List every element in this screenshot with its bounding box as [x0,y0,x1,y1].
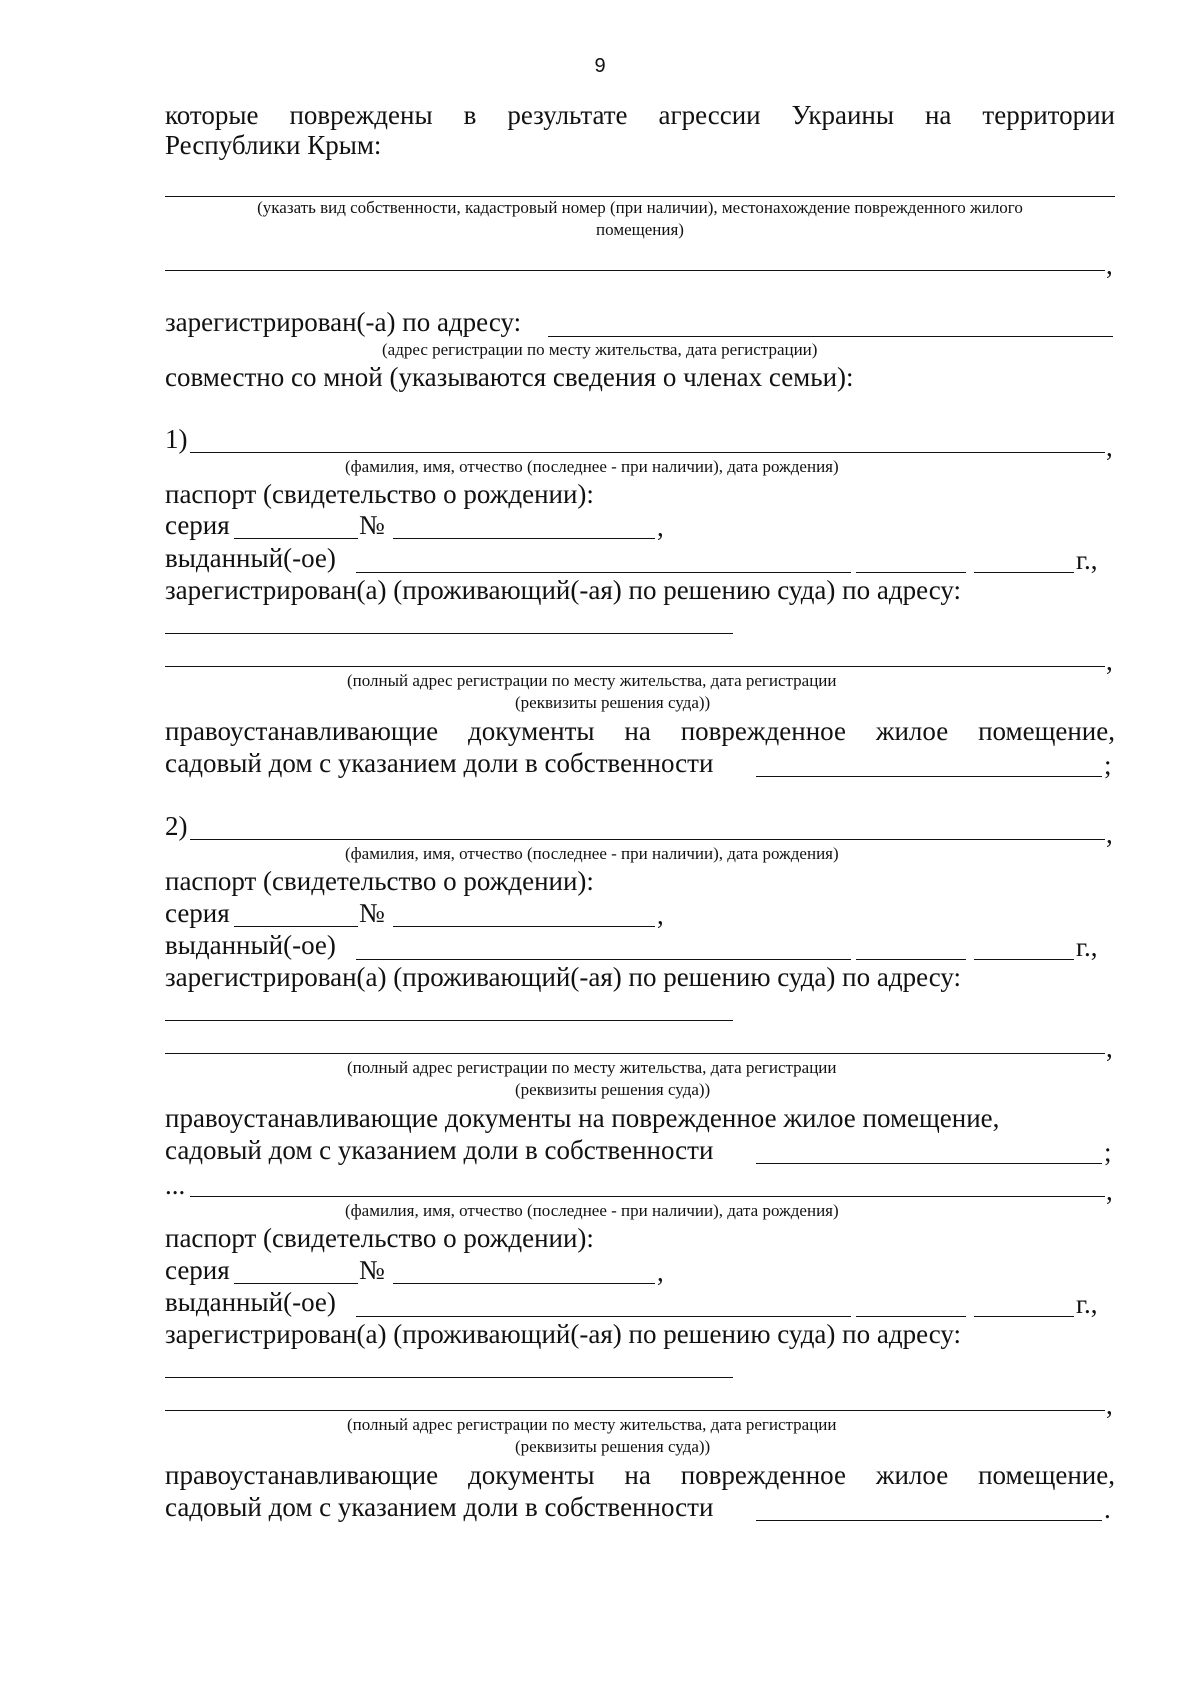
issued-year-field[interactable] [974,572,1074,573]
passport-number-field[interactable] [393,1283,655,1284]
year-suffix: г., [1076,932,1098,962]
issued-by-field[interactable] [356,1316,851,1317]
number-label: № [359,1255,385,1285]
member-address-comma: , [1106,646,1113,676]
docs-share-field[interactable] [756,776,1102,777]
registration-label: зарегистрирован(-а) по адресу: [165,307,522,337]
member-name-comma: , [1106,432,1113,462]
member-name-line[interactable] [190,1196,1105,1197]
address-hint-line-2: (реквизиты решения суда)) [515,1080,711,1099]
series-comma: , [657,900,664,930]
member-name-hint: (фамилия, имя, отчество (последнее - при наличии), дата рождения) [345,1201,839,1220]
docs-share-field[interactable] [756,1520,1102,1521]
address-hint-line-2: (реквизиты решения суда)) [515,693,711,712]
member-number: 1) [165,424,188,454]
member-address-line-2[interactable] [165,1053,1105,1054]
docs-line-1: правоустанавливающие документы на поврежденное жилое помещение, [165,716,1115,746]
property-hint-line-2: помещения) [596,220,684,239]
member-name-line[interactable] [190,452,1105,453]
member-address-line-1[interactable] [165,1020,733,1021]
docs-end-punct: . [1104,1494,1111,1524]
docs-line-2: садовый дом с указанием доли в собственности [165,748,714,778]
docs-line-1: правоустанавливающие документы на поврежденное жилое помещение, [165,1460,1115,1490]
docs-end-punct: ; [1104,1137,1112,1167]
passport-label: паспорт (свидетельство о рождении): [165,866,594,896]
series-comma: , [657,512,664,542]
docs-line-2: садовый дом с указанием доли в собственности [165,1135,714,1165]
member-number: 2) [165,811,188,841]
docs-line-1: правоустанавливающие документы на поврежденное жилое помещение, [165,1103,1000,1133]
issued-year-field[interactable] [974,1316,1074,1317]
docs-share-field[interactable] [756,1163,1102,1164]
issued-label: выданный(-ое) [165,930,336,960]
member-address-line-1[interactable] [165,633,733,634]
intro-line-1: которые повреждены в результате агрессии Украины на территории [165,100,1115,130]
year-suffix: г., [1076,1289,1098,1319]
intro-line-2: Республики Крым: [165,130,382,160]
member-address-line-2[interactable] [165,1410,1105,1411]
series-label: серия [165,898,230,928]
member-name-hint: (фамилия, имя, отчество (последнее - при наличии), дата рождения) [345,844,839,863]
series-label: серия [165,1255,230,1285]
property-line-2[interactable] [165,270,1105,271]
member-address-comma: , [1106,1033,1113,1063]
family-intro: совместно со мной (указываются сведения о членах семьи): [165,362,854,392]
issued-label: выданный(-ое) [165,543,336,573]
issued-by-field[interactable] [356,959,851,960]
issued-by-field[interactable] [356,572,851,573]
issued-date-field[interactable] [856,572,966,573]
passport-number-field[interactable] [393,926,655,927]
member-name-comma: , [1106,1176,1113,1206]
member-number: ... [165,1170,186,1200]
issued-year-field[interactable] [974,959,1074,960]
year-suffix: г., [1076,545,1098,575]
registration-hint: (адрес регистрации по месту жительства, дата регистрации) [382,340,818,359]
docs-line-2: садовый дом с указанием доли в собственности [165,1492,714,1522]
series-field[interactable] [234,926,358,927]
issued-date-field[interactable] [856,1316,966,1317]
passport-number-field[interactable] [393,538,655,539]
registered-label: зарегистрирован(а) (проживающий(-ая) по решению суда) по адресу: [165,962,962,992]
series-field[interactable] [234,1283,358,1284]
property-hint-line-1: (указать вид собственности, кадастровый номер (при наличии), местонахождение поврежденного жилого [257,198,1023,217]
address-hint-line-1: (полный адрес регистрации по месту жительства, дата регистрации [347,1058,837,1077]
series-label: серия [165,510,230,540]
number-label: № [359,510,385,540]
member-address-comma: , [1106,1390,1113,1420]
series-field[interactable] [234,538,358,539]
series-comma: , [657,1257,664,1287]
member-name-line[interactable] [190,839,1105,840]
number-label: № [359,898,385,928]
member-address-line-1[interactable] [165,1377,733,1378]
passport-label: паспорт (свидетельство о рождении): [165,1223,594,1253]
property-comma: , [1106,250,1113,280]
registered-label: зарегистрирован(а) (проживающий(-ая) по решению суда) по адресу: [165,575,962,605]
registration-address-line[interactable] [548,336,1113,337]
issued-date-field[interactable] [856,959,966,960]
address-hint-line-1: (полный адрес регистрации по месту жительства, дата регистрации [347,1415,837,1434]
member-name-comma: , [1106,819,1113,849]
address-hint-line-1: (полный адрес регистрации по месту жительства, дата регистрации [347,671,837,690]
property-line[interactable] [165,196,1115,197]
registered-label: зарегистрирован(а) (проживающий(-ая) по решению суда) по адресу: [165,1319,962,1349]
passport-label: паспорт (свидетельство о рождении): [165,479,594,509]
docs-end-punct: ; [1104,750,1112,780]
address-hint-line-2: (реквизиты решения суда)) [515,1437,711,1456]
page-number: 9 [594,55,606,77]
issued-label: выданный(-ое) [165,1287,336,1317]
member-name-hint: (фамилия, имя, отчество (последнее - при наличии), дата рождения) [345,457,839,476]
member-address-line-2[interactable] [165,666,1105,667]
